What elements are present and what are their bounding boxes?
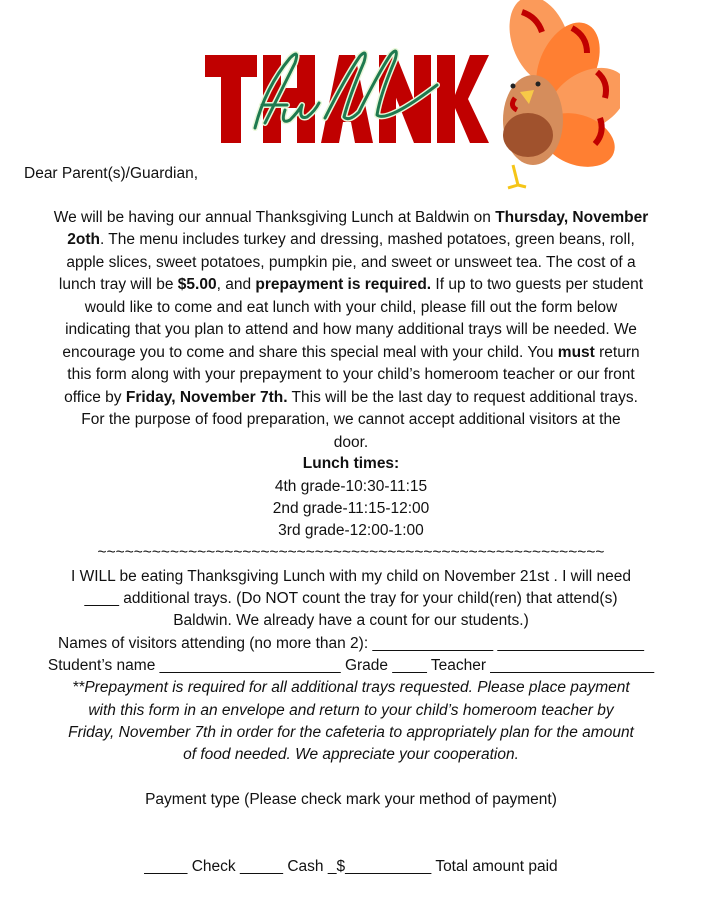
text-segment: 2oth	[67, 231, 100, 248]
text-segment: 2nd grade-11:15-12:00	[272, 500, 430, 517]
text-segment: encourage you to come and share this special meal with your child. You	[62, 344, 558, 361]
text-segment: **Prepayment is required for all additional trays requested. Please place payment	[72, 679, 630, 696]
letter-line	[0, 701, 702, 721]
text-segment: _____ Check _____ Cash _$__________ Total amount paid	[144, 858, 558, 875]
text-segment: lunch tray will be	[58, 276, 178, 293]
text-segment: office by	[64, 389, 126, 406]
text-segment: For the purpose of food preparation, we cannot accept additional visitors at the	[81, 411, 621, 428]
greeting: Dear Parent(s)/Guardian,	[24, 165, 199, 182]
letter-line	[0, 589, 702, 609]
letter-line	[0, 343, 702, 363]
letter-line	[0, 298, 702, 318]
text-segment: of food needed. We appreciate your cooperation.	[183, 746, 519, 763]
letter-line	[0, 388, 702, 408]
text-segment: We will be having our annual Thanksgiving Lunch at Baldwin on	[53, 209, 496, 226]
text-segment: apple slices, sweet potatoes, pumpkin pie, and sweet or unsweet tea. The cost of a	[66, 254, 636, 271]
text-segment: 3rd grade-12:00-1:00	[278, 522, 424, 539]
letter-line	[0, 433, 702, 453]
student-info-field	[0, 656, 702, 676]
letter-line	[0, 611, 702, 631]
text-segment: would like to come and eat lunch with your child, please fill out the form below	[84, 299, 618, 316]
text-segment: I WILL be eating Thanksgiving Lunch with my child on November 21st . I will need	[70, 568, 631, 585]
text-segment: door.	[333, 434, 369, 451]
text-segment: . The menu includes turkey and dressing, mashed potatoes, green beans, roll,	[99, 231, 635, 248]
lunch-times-heading	[0, 454, 702, 474]
text-segment: Names of visitors attending (no more than 2): ______________ _________________	[58, 635, 644, 652]
letter-line	[0, 723, 702, 743]
text-segment: ____ additional trays. (Do NOT count the tray for your child(ren) that attend(s)	[84, 590, 618, 607]
text-segment: This will be the last day to request additional trays.	[287, 389, 638, 406]
letter-line	[0, 477, 702, 497]
letter-line	[0, 499, 702, 519]
text-segment: Friday, November 7th.	[125, 389, 288, 406]
text-segment: Thursday, November	[495, 209, 649, 226]
letter-line	[0, 230, 702, 250]
text-segment: ~~~~~~~~~~~~~~~~~~~~~~~~~~~~~~~~~~~~~~~~~~~~~~~~~~~~~~~~	[97, 544, 605, 561]
text-segment: indicating that you plan to attend and how many additional trays will be needed. We	[65, 321, 637, 338]
letter-line	[0, 521, 702, 541]
text-segment: $5.00	[177, 276, 217, 293]
text-segment: return	[594, 344, 640, 361]
letter-line	[0, 365, 702, 385]
letter-line	[0, 253, 702, 273]
letter-line	[0, 275, 702, 295]
payment-fields	[0, 857, 702, 877]
text-segment: must	[557, 344, 595, 361]
text-segment: Lunch times:	[302, 455, 400, 472]
text-segment: Friday, November 7th in order for the cafeteria to appropriately plan for the amount	[68, 724, 634, 741]
letter-line	[0, 567, 702, 587]
text-segment: , and	[216, 276, 256, 293]
visitor-names-field	[0, 634, 702, 654]
letter-line	[0, 745, 702, 765]
text-segment: this form along with your prepayment to your child’s homeroom teacher or our front	[67, 366, 635, 383]
letter-line	[0, 410, 702, 430]
text-segment: 4th grade-10:30-11:15	[274, 478, 428, 495]
payment-type-label	[0, 790, 702, 810]
letter-line	[0, 678, 702, 698]
text-segment: If up to two guests per student	[431, 276, 644, 293]
text-segment: Payment type (Please check mark your method of payment)	[145, 791, 557, 808]
letter-line	[0, 320, 702, 340]
thankfull-turkey-illustration	[200, 0, 620, 195]
text-segment: with this form in an envelope and return to your child’s homeroom teacher by	[88, 702, 614, 719]
text-segment: prepayment is required.	[255, 276, 432, 293]
turkey-icon	[498, 0, 620, 188]
text-segment: Student’s name _____________________ Grade ____ Teacher ___________________	[47, 657, 655, 674]
tilde-divider	[0, 543, 702, 563]
thankfull-header-graphic	[200, 0, 620, 195]
letter-line	[0, 208, 702, 228]
text-segment: Baldwin. We already have a count for our students.)	[173, 612, 529, 629]
